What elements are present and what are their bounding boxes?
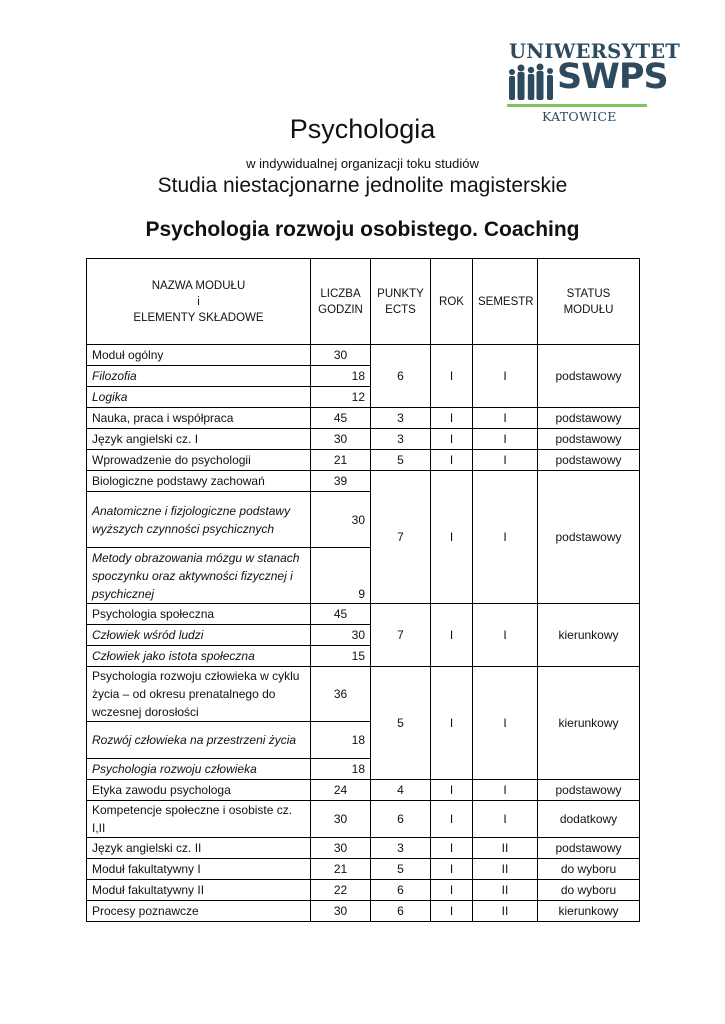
module-name: Język angielski cz. I	[87, 429, 311, 450]
module-semester: I	[473, 667, 538, 780]
module-year: I	[431, 801, 473, 838]
module-status: podstawowy	[538, 429, 640, 450]
module-status: podstawowy	[538, 345, 640, 408]
module-name: Psychologia społeczna	[87, 604, 311, 625]
module-hours: 30	[311, 345, 371, 366]
module-name: Psychologia rozwoju człowieka w cyklu życia – od okresu prenatalnego do wczesnej dorosłości	[87, 667, 311, 722]
header-semester: SEMESTR	[473, 259, 538, 345]
university-logo	[505, 38, 681, 124]
table-row	[87, 859, 640, 880]
module-hours: 30	[311, 838, 371, 859]
page-title: Psychologia	[289, 114, 436, 144]
module-name: Kompetencje społeczne i osobiste cz. I,II	[87, 801, 311, 838]
table-row	[87, 667, 640, 722]
module-name: Wprowadzenie do psychologii	[87, 450, 311, 471]
component-hours: 12	[311, 387, 371, 408]
module-ects: 3	[371, 838, 431, 859]
module-semester: I	[473, 780, 538, 801]
component-hours: 30	[311, 492, 371, 548]
module-semester: I	[473, 471, 538, 604]
table-row	[87, 471, 640, 492]
table-row	[87, 429, 640, 450]
module-status: podstawowy	[538, 471, 640, 604]
module-status: do wyboru	[538, 859, 640, 880]
logo-accent-bar	[507, 104, 647, 107]
table-row	[87, 780, 640, 801]
module-status: podstawowy	[538, 838, 640, 859]
module-status: do wyboru	[538, 880, 640, 901]
module-hours: 21	[311, 859, 371, 880]
module-hours: 30	[311, 901, 371, 922]
logo-swps-text: SWPS	[557, 57, 668, 97]
module-year: I	[431, 667, 473, 780]
module-ects: 6	[371, 801, 431, 838]
module-semester: II	[473, 859, 538, 880]
module-semester: I	[473, 429, 538, 450]
curriculum-table	[86, 258, 640, 922]
module-ects: 6	[371, 880, 431, 901]
table-row	[87, 880, 640, 901]
module-year: I	[431, 838, 473, 859]
module-hours: 24	[311, 780, 371, 801]
header-year: ROK	[431, 259, 473, 345]
component-hours: 9	[311, 548, 371, 604]
module-ects: 3	[371, 429, 431, 450]
logo-city-text: KATOWICE	[542, 109, 617, 124]
module-status: kierunkowy	[538, 604, 640, 667]
component-name: Anatomiczne i fizjologiczne podstawy wyższych czynności psychicznych	[87, 492, 311, 548]
module-name: Etyka zawodu psychologa	[87, 780, 311, 801]
module-name: Moduł fakultatywny II	[87, 880, 311, 901]
module-ects: 7	[371, 604, 431, 667]
table-row	[87, 901, 640, 922]
module-hours: 45	[311, 604, 371, 625]
component-name: Człowiek jako istota społeczna	[87, 646, 311, 667]
module-name: Nauka, praca i współpraca	[87, 408, 311, 429]
module-status: podstawowy	[538, 450, 640, 471]
module-ects: 6	[371, 345, 431, 408]
module-year: I	[431, 901, 473, 922]
module-year: I	[431, 780, 473, 801]
table-row	[87, 345, 640, 366]
component-name: Logika	[87, 387, 311, 408]
specialization-title: Psychologia rozwoju osobistego. Coaching	[145, 218, 580, 241]
module-year: I	[431, 345, 473, 408]
module-ects: 5	[371, 667, 431, 780]
table-row	[87, 801, 640, 838]
module-ects: 5	[371, 450, 431, 471]
module-hours: 30	[311, 801, 371, 838]
module-semester: II	[473, 838, 538, 859]
component-name: Psychologia rozwoju człowieka	[87, 759, 311, 780]
module-hours: 45	[311, 408, 371, 429]
study-type: Studia niestacjonarne jednolite magisterskie	[157, 174, 568, 197]
module-name: Procesy poznawcze	[87, 901, 311, 922]
module-year: I	[431, 408, 473, 429]
module-status: podstawowy	[538, 408, 640, 429]
module-name: Język angielski cz. II	[87, 838, 311, 859]
module-ects: 4	[371, 780, 431, 801]
module-year: I	[431, 859, 473, 880]
component-hours: 30	[311, 625, 371, 646]
module-semester: I	[473, 801, 538, 838]
table-header-row	[87, 259, 640, 345]
module-semester: I	[473, 604, 538, 667]
module-hours: 30	[311, 429, 371, 450]
module-year: I	[431, 604, 473, 667]
module-year: I	[431, 450, 473, 471]
component-hours: 18	[311, 366, 371, 387]
module-ects: 5	[371, 859, 431, 880]
table-row	[87, 838, 640, 859]
component-hours: 18	[311, 759, 371, 780]
component-name: Człowiek wśród ludzi	[87, 625, 311, 646]
module-name: Biologiczne podstawy zachowań	[87, 471, 311, 492]
module-hours: 36	[311, 667, 371, 722]
module-status: kierunkowy	[538, 901, 640, 922]
table-row	[87, 450, 640, 471]
module-semester: I	[473, 408, 538, 429]
component-hours: 15	[311, 646, 371, 667]
header-module-name: NAZWA MODUŁU i ELEMENTY SKŁADOWE	[87, 259, 311, 345]
module-status: kierunkowy	[538, 667, 640, 780]
module-hours: 39	[311, 471, 371, 492]
component-name: Rozwój człowieka na przestrzeni życia	[87, 722, 311, 759]
module-name: Moduł fakultatywny I	[87, 859, 311, 880]
module-year: I	[431, 471, 473, 604]
module-name: Moduł ogólny	[87, 345, 311, 366]
header-hours: LICZBA GODZIN	[311, 259, 371, 345]
component-name: Metody obrazowania mózgu w stanach spoczynku oraz aktywności fizycznej i psychicznej	[87, 548, 311, 604]
module-ects: 3	[371, 408, 431, 429]
component-hours: 18	[311, 722, 371, 759]
module-hours: 21	[311, 450, 371, 471]
module-status: podstawowy	[538, 780, 640, 801]
header-status: STATUS MODUŁU	[538, 259, 640, 345]
header-ects: PUNKTY ECTS	[371, 259, 431, 345]
table-row	[87, 408, 640, 429]
module-semester: I	[473, 345, 538, 408]
logo-university-text: UNIWERSYTET	[509, 40, 681, 63]
module-ects: 6	[371, 901, 431, 922]
people-silhouettes-icon	[507, 62, 557, 102]
module-year: I	[431, 880, 473, 901]
table-row	[87, 604, 640, 625]
module-semester: II	[473, 901, 538, 922]
module-hours: 22	[311, 880, 371, 901]
component-name: Filozofia	[87, 366, 311, 387]
module-status: dodatkowy	[538, 801, 640, 838]
module-ects: 7	[371, 471, 431, 604]
module-year: I	[431, 429, 473, 450]
module-semester: I	[473, 450, 538, 471]
page-subtitle: w indywidualnej organizacji toku studiów	[246, 156, 479, 171]
module-semester: II	[473, 880, 538, 901]
